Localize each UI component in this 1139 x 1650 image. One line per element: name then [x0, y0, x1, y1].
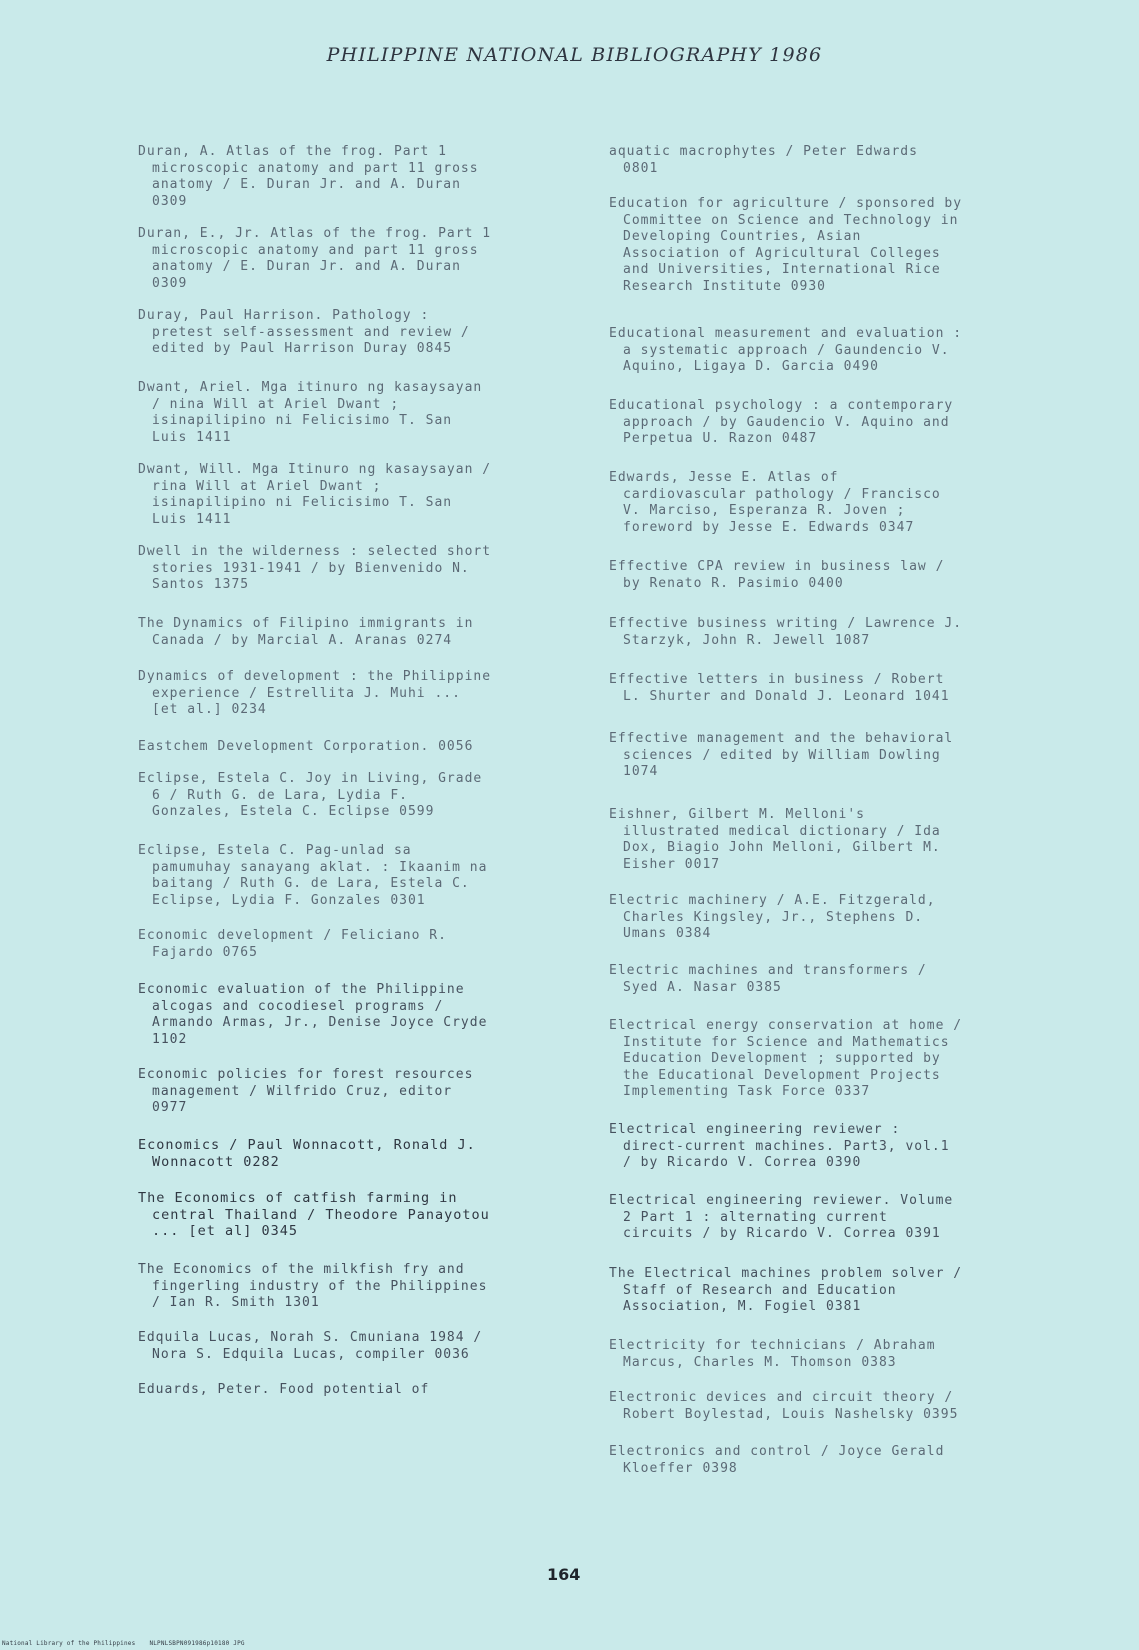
bibliography-entry: The Dynamics of Filipino immigrants in Canada / by Marcial A. Aranas 0274 [138, 616, 474, 648]
bibliography-entry: Eishner, Gilbert M. Melloni's illustrated medical dictionary / Ida Dox, Biagio John Melloni, Gilbert M. Eisher 0017 [609, 807, 941, 872]
bibliography-entry: Electrical energy conservation at home / Institute for Science and Mathematics Education Development ; supported by the Educational Development Projects Implementing Task Force 0337 [609, 1018, 963, 1099]
bibliography-entry: Dwant, Ariel. Mga itinuro ng kasaysayan / nina Will at Ariel Dwant ; isinapilipino ni Felicisimo T. San Luis 1411 [138, 380, 483, 445]
page-number: 164 [547, 1565, 581, 1584]
bibliography-entry: Effective management and the behavioral sciences / edited by William Dowling 1074 [609, 731, 954, 779]
page-title: PHILIPPINE NATIONAL BIBLIOGRAPHY 1986 [326, 44, 823, 66]
bibliography-entry: Electric machines and transformers / Syed A. Nasar 0385 [609, 963, 927, 995]
footer-library: National Library of the Philippines [2, 1640, 136, 1647]
bibliography-entry: Economics / Paul Wonnacott, Ronald J. Wonnacott 0282 [138, 1137, 476, 1170]
bibliography-entry: Electricity for technicians / Abraham Marcus, Charles M. Thomson 0383 [609, 1338, 936, 1370]
bibliography-entry: Economic evaluation of the Philippine alcogas and cocodiesel programs / Armando Armas, Jr., Denise Joyce Cryde 1102 [138, 982, 488, 1047]
bibliography-entry: Eclipse, Estela C. Pag-unlad sa pamumuhay sanayang aklat. : Ikaanim na baitang / Ruth G. de Lara, Estela C. Eclipse, Lydia F. Gonzales 0301 [138, 843, 488, 908]
bibliography-entry: Electronic devices and circuit theory / Robert Boylestad, Louis Nashelsky 0395 [609, 1390, 959, 1422]
bibliography-entry: Dynamics of development : the Philippine experience / Estrellita J. Muhi ... [et al.] 0234 [138, 669, 492, 717]
bibliography-entry: Dwell in the wilderness : selected short stories 1931-1941 / by Bienvenido N. Santos 1375 [138, 544, 492, 592]
bibliography-entry: Duran, A. Atlas of the frog. Part 1 microscopic anatomy and part 11 gross anatomy / E. Duran Jr. and A. Duran 0309 [138, 144, 479, 209]
bibliography-entry: Electric machinery / A.E. Fitzgerald, Charles Kingsley, Jr., Stephens D. Umans 0384 [609, 893, 936, 941]
bibliography-entry: Eclipse, Estela C. Joy in Living, Grade 6 / Ruth G. de Lara, Lydia F. Gonzales, Estela C. Eclipse 0599 [138, 771, 483, 819]
bibliography-entry: Economic development / Feliciano R. Fajardo 0765 [138, 928, 447, 960]
bibliography-entry: The Economics of the milkfish fry and fingerling industry of the Philippines / Ian R. Smith 1301 [138, 1262, 488, 1310]
bibliography-entry: Edwards, Jesse E. Atlas of cardiovascular pathology / Francisco V. Marciso, Esperanza R. Joven ; foreword by Jesse E. Edwards 0347 [609, 470, 941, 535]
bibliography-entry: The Economics of catfish farming in central Thailand / Theodore Panayotou ... [et al] 0345 [138, 1190, 490, 1239]
bibliography-entry: Electrical engineering reviewer : direct-current machines. Part3, vol.1 / by Ricardo V. Correa 0390 [609, 1122, 950, 1170]
bibliography-entry: Duray, Paul Harrison. Pathology : pretest self-assessment and review / edited by Paul Harrison Duray 0845 [138, 308, 470, 356]
bibliography-entry: Eastchem Development Corporation. 0056 [138, 739, 474, 754]
bibliography-entry: Edquila Lucas, Norah S. Cmuniana 1984 / Nora S. Edquila Lucas, compiler 0036 [138, 1330, 483, 1362]
footer-file: NLPNLSBPN091986p10180 JPG [149, 1640, 245, 1647]
bibliography-entry: Effective letters in business / Robert L. Shurter and Donald J. Leonard 1041 [609, 672, 950, 704]
bibliography-entry: Effective CPA review in business law / by Renato R. Pasimio 0400 [609, 559, 945, 591]
bibliography-entry: Dwant, Will. Mga Itinuro ng kasaysayan / rina Will at Ariel Dwant ; isinapilipino ni Felicisimo T. San Luis 1411 [138, 462, 492, 527]
bibliography-entry: Educational psychology : a contemporary approach / by Gaudencio V. Aquino and Perpetua U. Razon 0487 [609, 398, 954, 446]
bibliography-entry: Educational measurement and evaluation : a systematic approach / Gaundencio V. Aquino, Ligaya D. Garcia 0490 [609, 326, 963, 374]
bibliography-entry: Eduards, Peter. Food potential of [138, 1382, 430, 1397]
bibliography-entry: The Electrical machines problem solver / Staff of Research and Education Association, M. Fogiel 0381 [609, 1266, 963, 1314]
bibliography-entry: Electronics and control / Joyce Gerald Kloeffer 0398 [609, 1444, 945, 1476]
bibliography-entry: Duran, E., Jr. Atlas of the frog. Part 1 microscopic anatomy and part 11 gross anatomy / E. Duran Jr. and A. Duran 0309 [138, 226, 492, 291]
bibliography-entry: Effective business writing / Lawrence J. Starzyk, John R. Jewell 1087 [609, 616, 963, 648]
scan-footer [2, 1640, 245, 1647]
bibliography-entry: Education for agriculture / sponsored by Committee on Science and Technology in Developing Countries, Asian Association of Agricultural Colleges and Universities, International Rice Research Institute 0930 [609, 196, 963, 294]
bibliography-entry: Economic policies for forest resources management / Wilfrido Cruz, editor 0977 [138, 1067, 474, 1115]
bibliography-entry: aquatic macrophytes / Peter Edwards 0801 [609, 144, 918, 176]
bibliography-entry: Electrical engineering reviewer. Volume 2 Part 1 : alternating current circuits / by Ricardo V. Correa 0391 [609, 1193, 954, 1241]
